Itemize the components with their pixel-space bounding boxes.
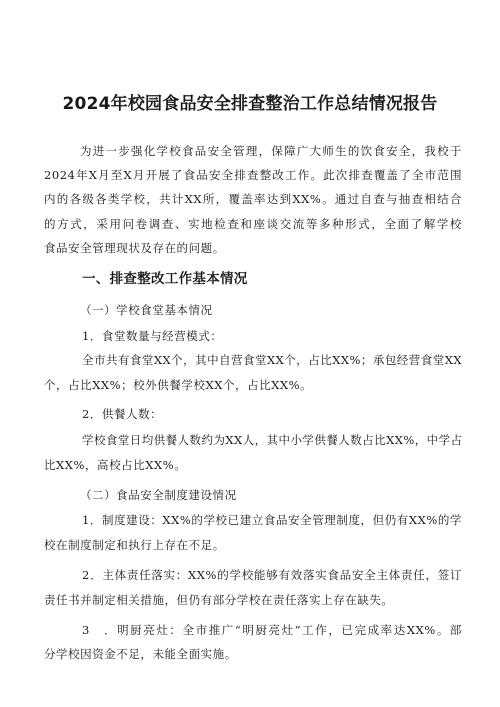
paragraph-line: 为进一步强化学校食品安全管理，保障广大师生的饮食安全，我校于 [80,144,462,158]
paragraph-line: 食品安全管理现状及存在的问题。 [44,241,225,255]
paragraph-line: 个，占比XX%；校外供餐学校XX个，占比XX%。 [44,378,313,392]
paragraph-line: 2．主体责任落实：XX%的学校能够有效落实食品安全主体责任，签订 [82,568,462,582]
paragraph-line: 全市共有食堂XX个，其中自营食堂XX个，占比XX%；承包经营食堂XX [82,353,462,367]
paragraph-line: 学校食堂日均供餐人数约为XX人，其中小学供餐人数占比XX%，中学占 [82,433,463,447]
paragraph-line: 1．制度建设：XX%的学校已建立食品安全管理制度，但仍有XX%的学 [82,513,462,527]
list-item-heading: 1．食堂数量与经营模式： [82,329,223,343]
paragraph-line: 校在制度制定和执行上存在不足。 [44,538,225,552]
subsection-heading: （二）食品安全制度建设情况 [80,488,237,502]
section-heading: 一、排查整改工作基本情况 [82,271,248,287]
paragraph-line: 2024年X月至X月开展了食品安全排查整改工作。此次排查覆盖了全市范围 [44,168,462,182]
paragraph-line: 比XX%，高校占比XX%。 [44,458,187,472]
paragraph-line: 分学校因资金不足，未能全面实施。 [44,647,237,661]
paragraph-line: 3 ．明厨亮灶：全市推广“明厨亮灶”工作，已完成率达XX%。部 [82,623,462,637]
list-item-heading: 2．供餐人数： [82,407,163,421]
subsection-heading: （一）学校食堂基本情况 [80,303,213,317]
paragraph-line: 责任书并制定相关措施，但仍有部分学校在责任落实上存在缺失。 [44,593,394,607]
paragraph-line: 的方式，采用问卷调查、实地检查和座谈交流等多种形式，全面了解学校 [44,217,462,231]
document-title: 2024年校园食品安全排查整治工作总结情况报告 [62,94,438,114]
paragraph-line: 内的各级各类学校，共计XX所，覆盖率达到XX%。通过自查与抽查相结合 [44,192,462,206]
